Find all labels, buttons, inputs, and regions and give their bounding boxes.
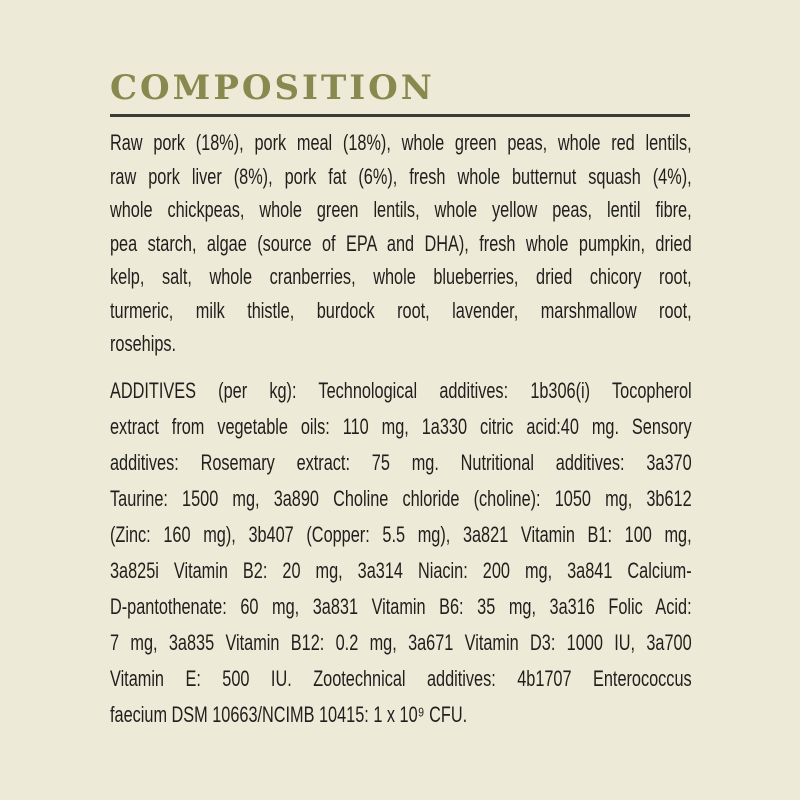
additives-line: Vitamin E: 500 IU. Zootechnical additives: 4b1707 Enterococcus bbox=[110, 665, 692, 691]
additives-line: (Zinc: 160 mg), 3b407 (Copper: 5.5 mg), 3a821 Vitamin B1: 100 mg, bbox=[110, 521, 692, 547]
additives-paragraph bbox=[110, 373, 692, 733]
additives-line: Taurine: 1500 mg, 3a890 Choline chloride (choline): 1050 mg, 3b612 bbox=[110, 485, 692, 511]
additives-line: D-pantothenate: 60 mg, 3a831 Vitamin B6: 35 mg, 3a316 Folic Acid: bbox=[110, 593, 692, 619]
ingredients-line: kelp, salt, whole cranberries, whole blueberries, dried chicory root, bbox=[110, 264, 692, 289]
additives-line: 7 mg, 3a835 Vitamin B12: 0.2 mg, 3a671 Vitamin D3: 1000 IU, 3a700 bbox=[110, 629, 692, 655]
ingredients-line: pea starch, algae (source of EPA and DHA), fresh whole pumpkin, dried bbox=[110, 230, 692, 256]
ingredients-line: whole chickpeas, whole green lentils, whole yellow peas, lentil fibre, bbox=[110, 197, 692, 222]
additives-line: additives: Rosemary extract: 75 mg. Nutritional additives: 3a370 bbox=[110, 449, 692, 475]
composition-label-panel bbox=[110, 70, 692, 733]
ingredients-paragraph bbox=[110, 126, 692, 361]
heading-divider bbox=[110, 114, 690, 117]
section-heading: COMPOSITION bbox=[110, 68, 435, 108]
ingredients-line: raw pork liver (8%), pork fat (6%), fresh whole butternut squash (4%), bbox=[110, 163, 692, 189]
ingredients-line: rosehips. bbox=[110, 331, 177, 356]
ingredients-line: Raw pork (18%), pork meal (18%), whole green peas, whole red lentils, bbox=[110, 130, 692, 155]
additives-line: 3a825i Vitamin B2: 20 mg, 3a314 Niacin: 200 mg, 3a841 Calcium- bbox=[110, 557, 692, 583]
additives-line: extract from vegetable oils: 110 mg, 1a330 citric acid:40 mg. Sensory bbox=[110, 413, 692, 439]
additives-line: ADDITIVES (per kg): Technological additives: 1b306(i) Tocopherol bbox=[110, 377, 692, 403]
additives-line: faecium DSM 10663/NCIMB 10415: 1 x 10⁹ CFU. bbox=[110, 701, 468, 727]
ingredients-line: turmeric, milk thistle, burdock root, lavender, marshmallow root, bbox=[110, 297, 692, 323]
label-body-text bbox=[110, 126, 692, 733]
